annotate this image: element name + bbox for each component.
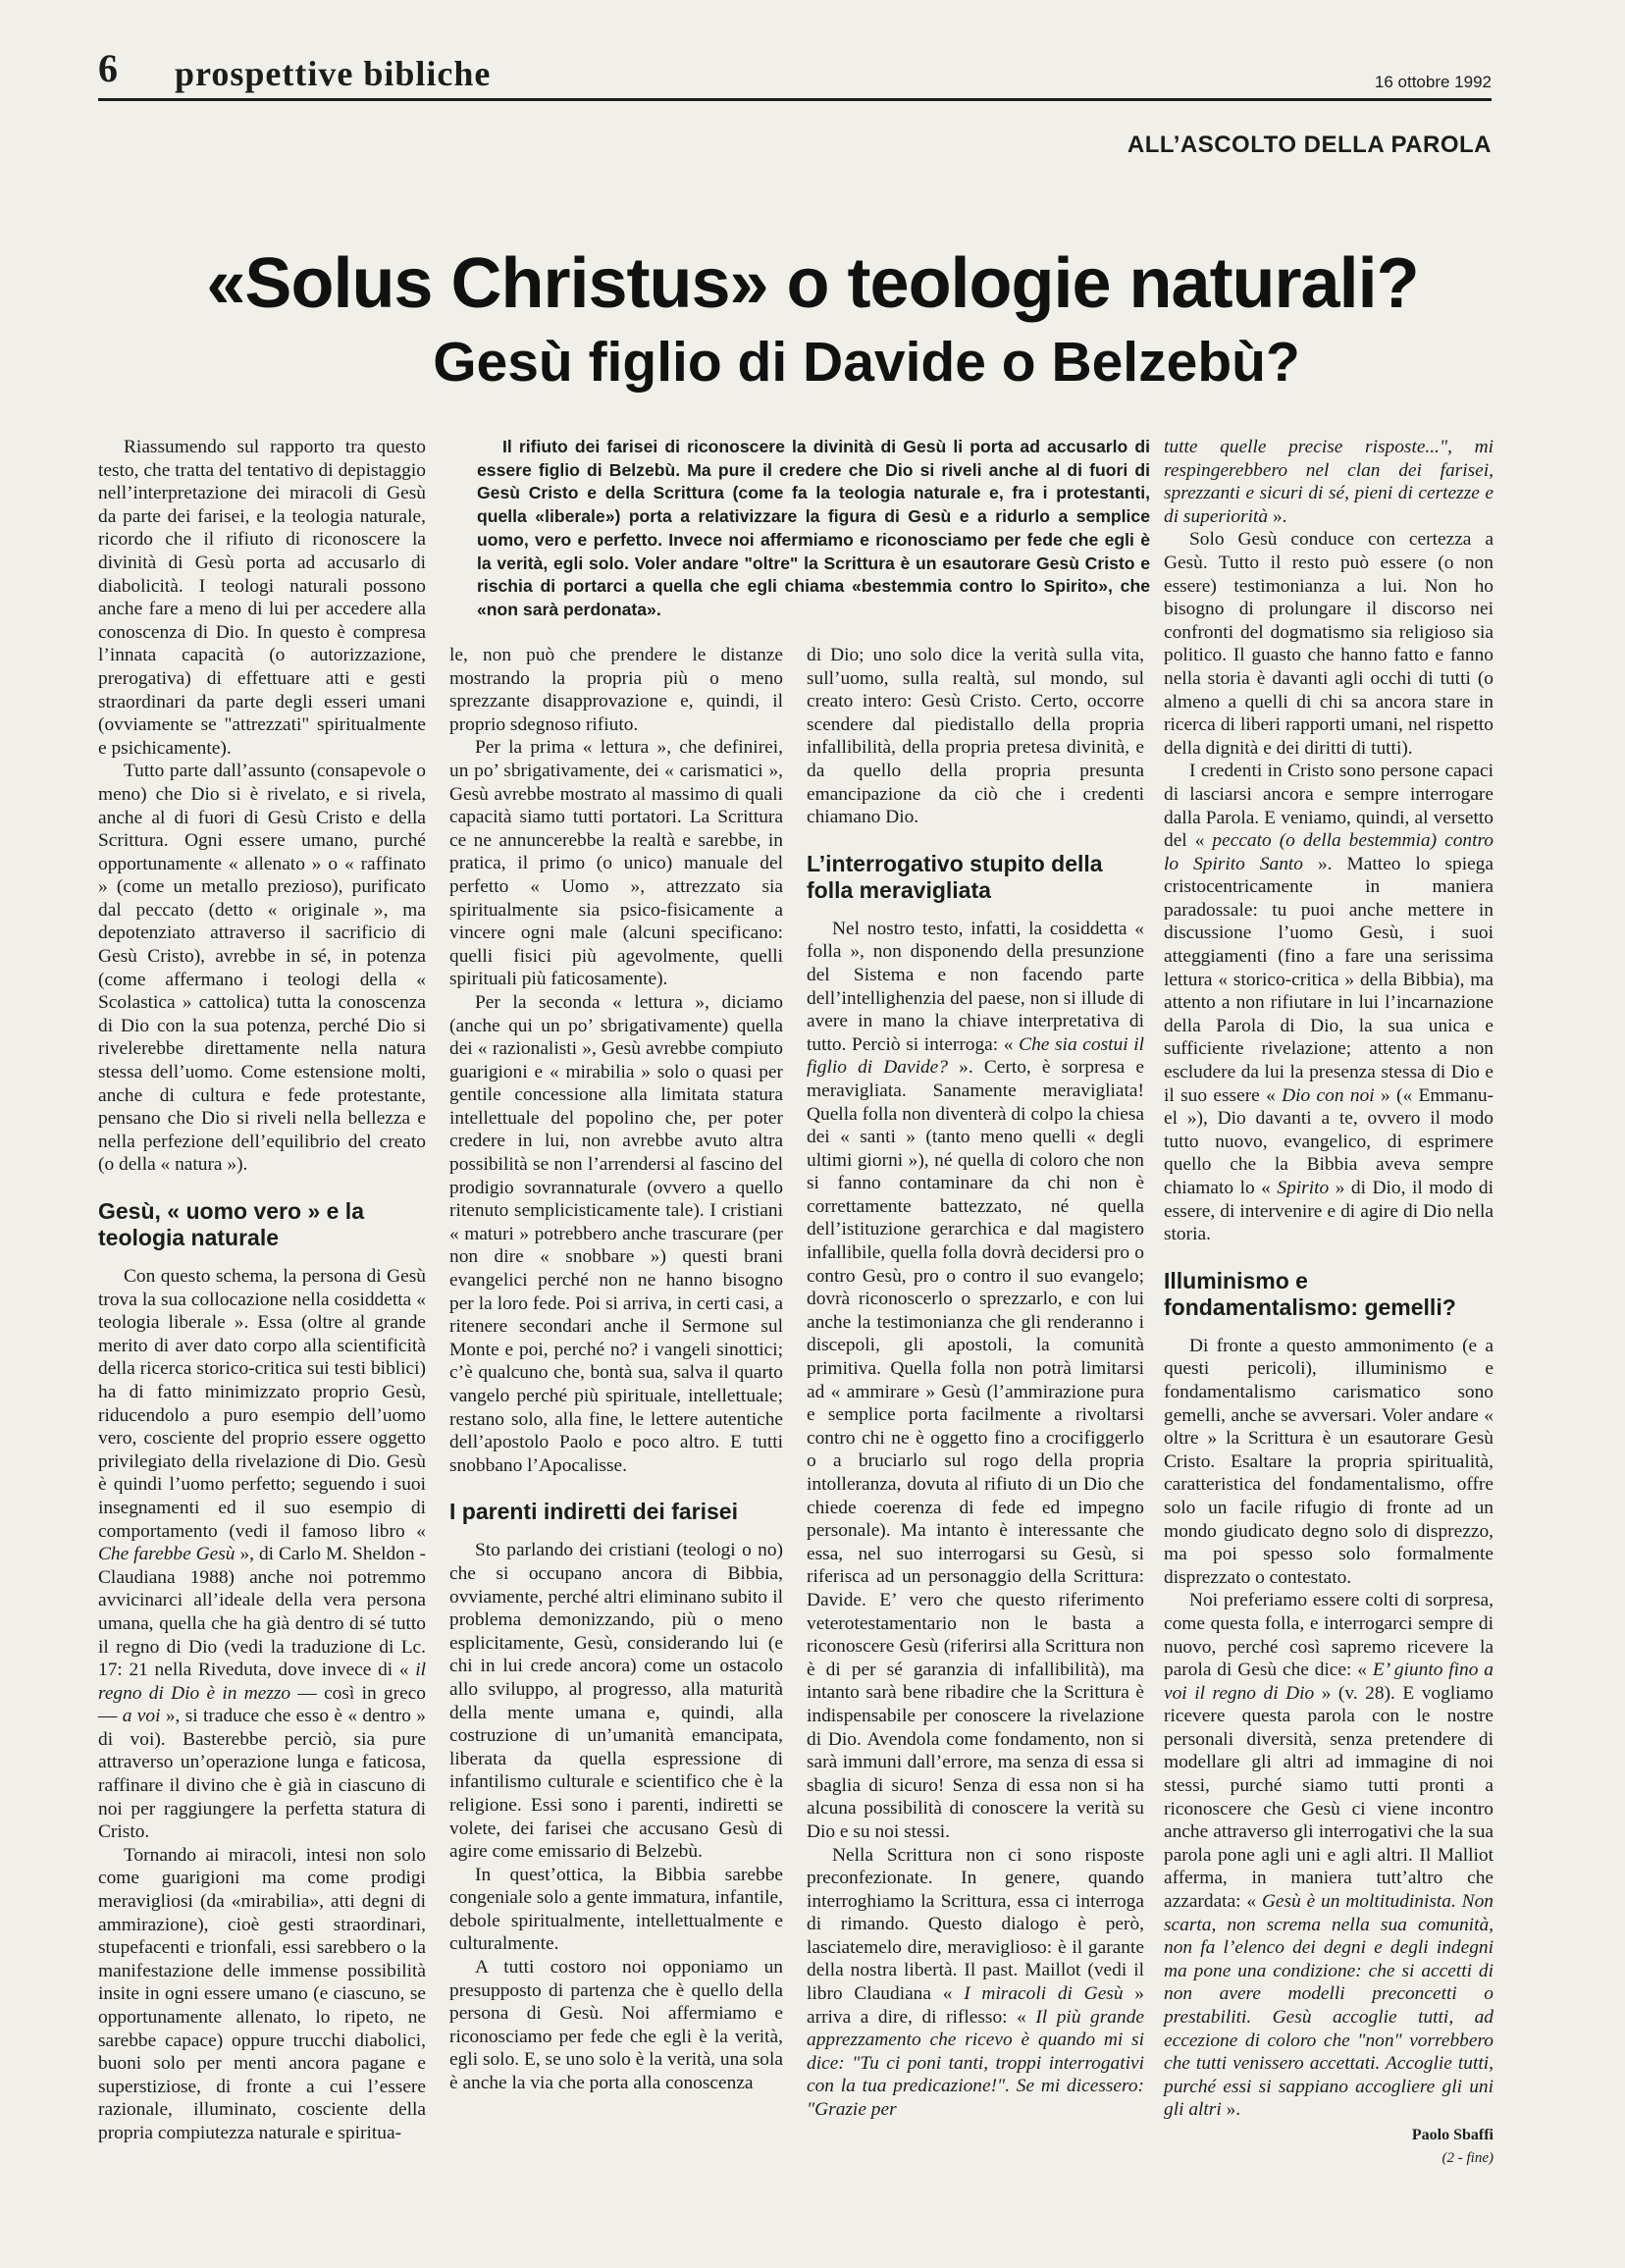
paragraph: le, non può che prendere le distanze mostrando la propria più o meno sprezzante disapprovazione e, quindi, il proprio sdegnoso rifiuto.	[449, 645, 783, 735]
column-2	[449, 644, 783, 2095]
section-label: ALL’ASCOLTO DELLA PAROLA	[1127, 132, 1492, 158]
paragraph: Di fronte a questo ammonimento (e a questi pericoli), illuminismo e fondamentalismo carismatico sono gemelli, anche se avversari. Voler andare « oltre » la Scrittura è un esautorare Gesù Cristo. Esaltare la propria spiritualità, caratteristica del fondamentalismo, offre solo un facile rifugio di fronte ad un mondo giudicato degno solo di disprezzo, ma poi spesso solo formalmente disprezzato o contestato.	[1164, 1335, 1494, 1588]
column-1	[98, 436, 426, 2145]
paragraph: Per la prima « lettura », che definirei, un po’ sbrigativamente, dei « carismatici », Gesù avrebbe mostrato al massimo di quali capacità siamo tutti portatori. La Scrittura ce ne annuncerebbe la realtà e sarebbe, in pratica, il primo (o unico) manuale del perfetto « Uomo », attrezzato sia spiritualmente sia psico-fisicamente a vincere ogni male (alcuni specificano: quelli fisici più agevolmente, quelli spirituali più faticosamente).	[449, 737, 783, 990]
article-lead	[477, 436, 1150, 622]
paragraph: Solo Gesù conduce con certezza a Gesù. Tutto il resto può essere (o non essere) testimonianza a lui. Non ho bisogno di prolungare il discorso nei confronti del dogmatismo sia religioso sia politico. Il guasto che hanno fatto e fanno nella storia è davanti agli occhi di tutti (o almeno a quelli di chi sa ancora stare in ricerca di liberi rapporti umani, nel rispetto della dignità e dei diritti di tutti).	[1164, 529, 1494, 759]
paragraph: A tutti costoro noi opponiamo un presupposto di partenza che è quello della persona di Gesù. Noi affermiamo e riconosciamo per fede che egli è la verità, egli solo. E, se uno solo è la verità, una sola è anche la via che porta alla conoscenza	[449, 1957, 783, 2094]
article-subtitle: Gesù figlio di Davide o Belzebù?	[433, 331, 1300, 394]
paragraph: Tutto parte dall’assunto (consapevole o meno) che Dio si è rivelato, e si rivela, anche al di fuori di Gesù Cristo e della Scrittura. Ogni essere umano, purché opportunamente « allenato » o « raffinato » (come un metallo prezioso), purificato dal peccato (detto « originale », ma depotenziato attraverso il sacrificio di Gesù Cristo), avrebbe in sé, in potenza (come affermano i teologi della « Scolastica » cattolica) tutta la conoscenza di Dio con la sua potenza, perché Dio si rivelerebbe direttamente nella natura stessa dell’uomo. Come estensione molti, anche di cultura e fede protestante, pensano che Dio si riveli nella bellezza e nella perfezione dell’equilibrio del creato (o della « natura »).	[98, 761, 426, 1176]
end-note: (2 - fine)	[1442, 2149, 1494, 2166]
paragraph: Riassumendo sul rapporto tra questo testo, che tratta del tentativo di depistaggio nell’interpretazione dei miracoli di Gesù da parte dei farisei, e la teologia naturale, ricordo che il rifiuto di riconoscere la divinità di Gesù porta ad accusarlo di diabolicità. I teologi naturali possono anche fare a meno di lui per accedere alla conoscenza di Dio. In questo è compresa l’innata capacità (o autorizzazione, prerogativa) di effettuare atti e gesti straordinari da parte degli esseri umani (ovviamente se "attrezzati" spiritualmente e psichicamente).	[98, 437, 426, 759]
author-signature: Paolo Sbaffi	[1411, 2126, 1494, 2143]
column-3	[807, 644, 1144, 2122]
article-title: «Solus Christus» o teologie naturali?	[206, 244, 1419, 323]
paragraph: Per la seconda « lettura », diciamo (anche qui un po’ sbrigativamente) quella dei « razionalisti », Gesù avrebbe compiuto guarigioni e « mirabilia » solo o quasi per gentile concessione alla limitata statura intellettuale del popolino che, per poter credere in lui, non avrebbe avuto altra possibilità se non l’arrendersi al fascino del prodigio sovrannaturale (ovvero a quello ritenuto semplicisticamente tale). I cristiani « maturi » potrebbero anche trascurare (per non dire « snobbare ») questi brani evangelici perché non ne hanno bisogno per la loro fede. Poi si arriva, in certi casi, a ritenere secondari anche il Sermone sul Monte e poi, perché no? i vangeli sinottici; c’è qualcuno che, bontà sua, salva il quarto vangelo perché più spirituale, intellettuale; restano solo, alla fine, le lettere autentiche dell’apostolo Paolo e poco altro. E tutti snobbano l’Apocalisse.	[449, 991, 783, 1476]
issue-date: 16 ottobre 1992	[1374, 73, 1492, 91]
page-number: 6	[98, 46, 118, 90]
paragraph: Sto parlando dei cristiani (teologi o no) che si occupano ancora di Bibbia, ovviamente, perché altri eliminano subito il problema demonizzando, più o meno esplicitamente, Gesù, considerando lui (e chi in lui crede ancora) come un ostacolo allo sviluppo, al progresso, alla maturità della mente umana e, quindi, alla costruzione di un’umanità emancipata, liberata da quella espressione di infantilismo culturale e scientifico che è la religione. Essi sono i parenti, indiretti se volete, dei farisei che accusano Gesù di agire come emissario di Belzebù.	[449, 1540, 783, 1863]
paragraph: I credenti in Cristo sono persone capaci di lasciarsi ancora e sempre interrogare dalla Parola. E veniamo, quindi, al versetto del « peccato (o della bestemmia) contro lo Spirito Santo ». Matteo lo spiega cristocentricamente in maniera paradossale: tu puoi anche mettere in discussione l’uomo Gesù, i suoi atteggiamenti (fino a fare una serissima lettura « storico-critica » della Bibbia), ma attento a non rifiutare in lui l’incarnazione della Parola di Dio, la sua unica e sufficiente rivelazione; attento a non escludere da lui la presenza stessa di Dio e il suo essere « Dio con noi » (« Emmanu-el »), Dio davanti a te, ovvero il modo tutto nuovo, evangelico, di esprimere quello che la Bibbia aveva sempre chiamato lo « Spirito » di Dio, il modo di essere, di intervenire e di agire di Dio nella storia.	[1164, 761, 1494, 1245]
paragraph: tutte quelle precise risposte...", mi respingerebbero nel clan dei farisei, sprezzanti e sicuri di sé, pieni di certezze e di superiorità ».	[1164, 437, 1494, 527]
section-heading: L’interrogativo stupito della folla meravigliata	[807, 850, 1103, 903]
paragraph: Nel nostro testo, infatti, la cosiddetta « folla », non disponendo della presunzione del Sistema e non facendo parte dell’intellighenzia del paese, non si illude di avere in mano la chiave interpretativa di tutto. Perciò si interroga: « Che sia costui il figlio di Davide? ». Certo, è sorpresa e meravigliata. Sanamente meravigliata! Quella folla non diventerà di colpo la chiesa dei « santi » (tanto meno quelli « degli ultimi giorni »), né quella di coloro che non si fanno contaminare da chi non è correttamente battezzato, né quella dell’istituzione gerarchica e dal magistero infallibile, quella folla dovrà decidersi pro o contro Gesù, pro o contro il suo evangelo; dovrà riconoscerlo o sprezzarlo, e con lui anche la testimonianza che gli renderanno i discepoli, gli apostoli, la comunità primitiva. Quella folla non potrà limitarsi ad « ammirare » Gesù (l’ammirazione pura e semplice porta facilmente a rivoltarsi contro chi ne è oggetto fino a crocifiggerlo o a bruciarlo sul rogo della propria intolleranza, dovuta al rifiuto di un Dio che chiede coerenza di fede ed impegno personale). Ma intanto è interessante che essa, nel suo interrogarsi su Gesù, si riferisca ad un personaggio della Scrittura: Davide. E’ vero che questo riferimento veterotestamentario non le basta a riconoscere Gesù (riferirsi alla Scrittura non è di per sé garanzia di infallibilità), ma intanto sarà bene ribadire che la Scrittura è indispensabile per conoscere la rivelazione di Dio. Avendola come fondamento, non si sarà immuni dall’errore, ma senza di essa si sbaglia di sicuro! Senza di essa non si ha alcuna possibilità di conoscere la verità su Dio e su noi stessi.	[807, 918, 1145, 1842]
masthead: prospettive bibliche	[175, 54, 492, 93]
column-4	[1164, 436, 1494, 2170]
paragraph: Nella Scrittura non ci sono risposte preconfezionate. In genere, quando interroghiamo la Scrittura, essa ci interroga di rimando. Questo dialogo è però, lasciatemelo dire, meraviglioso: è il garante della nostra libertà. Il past. Maillot (vedi il libro Claudiana « I miracoli di Gesù » arriva a dire, di riflesso: « Il più grande apprezzamento che ricevo è quando mi si dice: "Tu ci poni tanti, troppi interrogativi con la tua predicazione!". Se mi dicessero: "Grazie per	[807, 1844, 1144, 2121]
paragraph: di Dio; uno solo dice la verità sulla vita, sull’uomo, sulla realtà, sul mondo, sul creato intero: Gesù Cristo. Certo, occorre scendere dal piedistallo della propria infallibilità, della propria pretesa divinità, e da quello della propria presunta emancipazione da ciò che i credenti chiamano Dio.	[807, 645, 1144, 828]
lead-paragraph: Il rifiuto dei farisei di riconoscere la divinità di Gesù li porta ad accusarlo di essere figlio di Belzebù. Ma pure il credere che Dio si riveli anche al di fuori di Gesù Cristo e della Scrittura (come fa la teologia naturale e, fra i protestanti, quella «liberale») porta a relativizzare la figura di Gesù e a ridurlo a semplice uomo, vero e perfetto. Invece noi affermiamo e riconosciamo per fede che egli è la verità, egli solo. Voler andare "oltre" la Scrittura è un esautorare Gesù Cristo e rischia di portarci a quella che egli chiama «bestemmia contro lo Spirito», che «non sarà perdonata».	[477, 437, 1150, 619]
paragraph: Tornando ai miracoli, intesi non solo come guarigioni ma come prodigi meravigliosi (da «mirabilia», atti degni di ammirazione), cioè gesti straordinari, stupefacenti e trionfali, essi sarebbero o la manifestazione delle immense possibilità insite in ogni essere umano (e ciascuno, se opportunamente allenato, lo ripeto, ne sarebbe capace) oppure trucchi diabolici, buoni solo per menti ancora pagane e superstiziose, di fronte a cui l’essere razionale, illuminato, cosciente della propria compiutezza naturale e spiritua-	[98, 1844, 426, 2143]
header-rule	[98, 98, 1492, 101]
section-heading: I parenti indiretti dei farisei	[449, 1499, 738, 1525]
paragraph: Noi preferiamo essere colti di sorpresa, come questa folla, e interrogarci sempre di nuovo, perché così sapremo ricevere la parola di Gesù che dice: « E’ giunto fino a voi il regno di Dio » (v. 28). E vogliamo ricevere questa parola con le nostre personali diversità, senza pretendere di modellare gli altri ad immagine di noi stessi, purché siamo tutti pronti a riconoscere che Gesù ci viene incontro anche attraverso gli interrogativi che la sua parola pone agli uni e agli altri. Il Malliot afferma, in maniera tutt’altro che azzardata: « Gesù è un moltitudinista. Non scarta, non screma nella sua comunità, non fa l’elenco dei degni e degli indegni ma pone una condizione: che si accetti di non avere modelli preconcetti o prestabiliti. Gesù accoglie tutti, ad eccezione di coloro che "non" vorrebbero che tutti venissero accettati. Accoglie tutti, purché essi si sappiano accogliere gli uni gli altri ».	[1164, 1590, 1494, 2121]
paragraph: Con questo schema, la persona di Gesù trova la sua collocazione nella cosiddetta « teologia liberale ». Essa (oltre al grande merito di aver dato corpo alla scientificità della ricerca storico-critica sui testi biblici) ha di fatto minimizzato proprio Gesù, riducendolo a puro esempio dell’uomo vero, cosciente del proprio essere oggetto privilegiato della rivelazione di Dio. Gesù è quindi l’uomo perfetto; seguendo i suoi insegnamenti ed il suo esempio di comportamento (vedi il famoso libro « Che farebbe Gesù », di Carlo M. Sheldon - Claudiana 1988) anche noi potremmo avvicinarci all’ideale della vera persona umana, quella che ha già dentro di sé tutto il regno di Dio (vedi la traduzione di Lc. 17: 21 nella Riveduta, dove invece di « il regno di Dio è in mezzo — così in greco — a voi », si traduce che esso è « dentro » di voi). Basterebbe perciò, sia pure attraverso un’operazione lunga e faticosa, raffinare il divino che è già in ciascuno di noi per raggiungere la perfetta statura di Cristo.	[98, 1266, 426, 1843]
paragraph: In quest’ottica, la Bibbia sarebbe congeniale solo a gente immatura, infantile, debole spiritualmente, intellettualmente e culturalmente.	[449, 1864, 783, 1955]
section-heading: Illuminismo e fondamentalismo: gemelli?	[1164, 1267, 1456, 1320]
section-heading: Gesù, « uomo vero » e la teologia naturale	[98, 1198, 364, 1250]
